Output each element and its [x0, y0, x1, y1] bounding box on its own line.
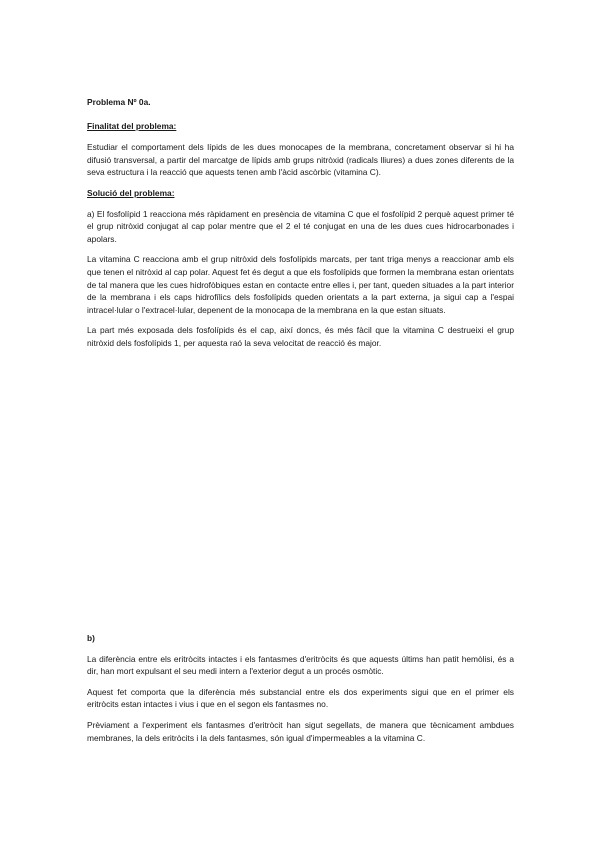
paragraph-part-exposada: La part més exposada dels fosfolípids és el cap, així doncs, és més fàcil que la vitamina C destrueixi el grup nitròxid dels fosfolípids 1, per aquesta raó la seva velocitat de reacció és major.: [87, 325, 514, 348]
document-body: [87, 96, 514, 350]
section-b-label: b): [87, 633, 95, 643]
problem-title: Problema Nº 0a.: [87, 97, 151, 107]
paragraph-a: a) El fosfolípid 1 reacciona més ràpidament en presència de vitamina C que el fosfolípid 2 perquè aquest primer té el grup nitròxid conjugat al cap polar mentre que el 2 el té conjugat en una de les dues cues hidrocarbonades i apolars.: [87, 208, 514, 244]
solucio-heading: Solució del problema:: [87, 187, 175, 198]
finalitat-paragraph: Estudiar el comportament dels lípids de les dues monocapes de la membrana, concretament observar si hi ha difusió transversal, a partir del marcatge de lípids amb grups nitròxid (radicals lliures) a dues zones diferents de la seva estructura i la reacció que aquests tenen amb l'àcid ascòrbic (vitamina C).: [87, 142, 514, 178]
finalitat-heading: Finalitat del problema:: [87, 120, 177, 131]
paragraph-vitamina-c: La vitamina C reacciona amb el grup nitròxid dels fosfolípids marcats, per tant triga menys a reaccionar amb els que tenen el nitròxid al cap polar. Aquest fet és degut a que els fosfolípids que formen la membrana estan orientats de tal manera que les cues hidrofòbiques estan en contacte entre elles i, per tant, queden situades a la part interior de la membrana i els caps hidrofílics dels fosfolípids queden orientats a la part externa, ja sigui cap a l'espai intracel·lular o l'extracel·lular, depenent de la monocapa de la membrana en la que estan situats.: [87, 254, 514, 315]
paragraph-previament: Prèviament a l'experiment els fantasmes d'eritròcit han sigut segellats, de manera que tècnicament ambdues membranes, la dels eritròcits i la dels fantasmes, són igual d'impermeables a la vitamina C.: [87, 719, 514, 743]
document-body-b: [87, 632, 514, 744]
paragraph-diferencia: La diferència entre els eritròcits intactes i els fantasmes d'eritròcits és que aquests últims han patit hemòlisi, és a dir, han mort expulsant el seu medi intern a l'exterior degut a un procés osmòtic.: [87, 653, 514, 677]
paragraph-aquest-fet: Aquest fet comporta que la diferència més substancial entre els dos experiments sigui que en el primer els eritròcits estan intactes i vius i que en el segon els fantasmes no.: [87, 686, 514, 710]
